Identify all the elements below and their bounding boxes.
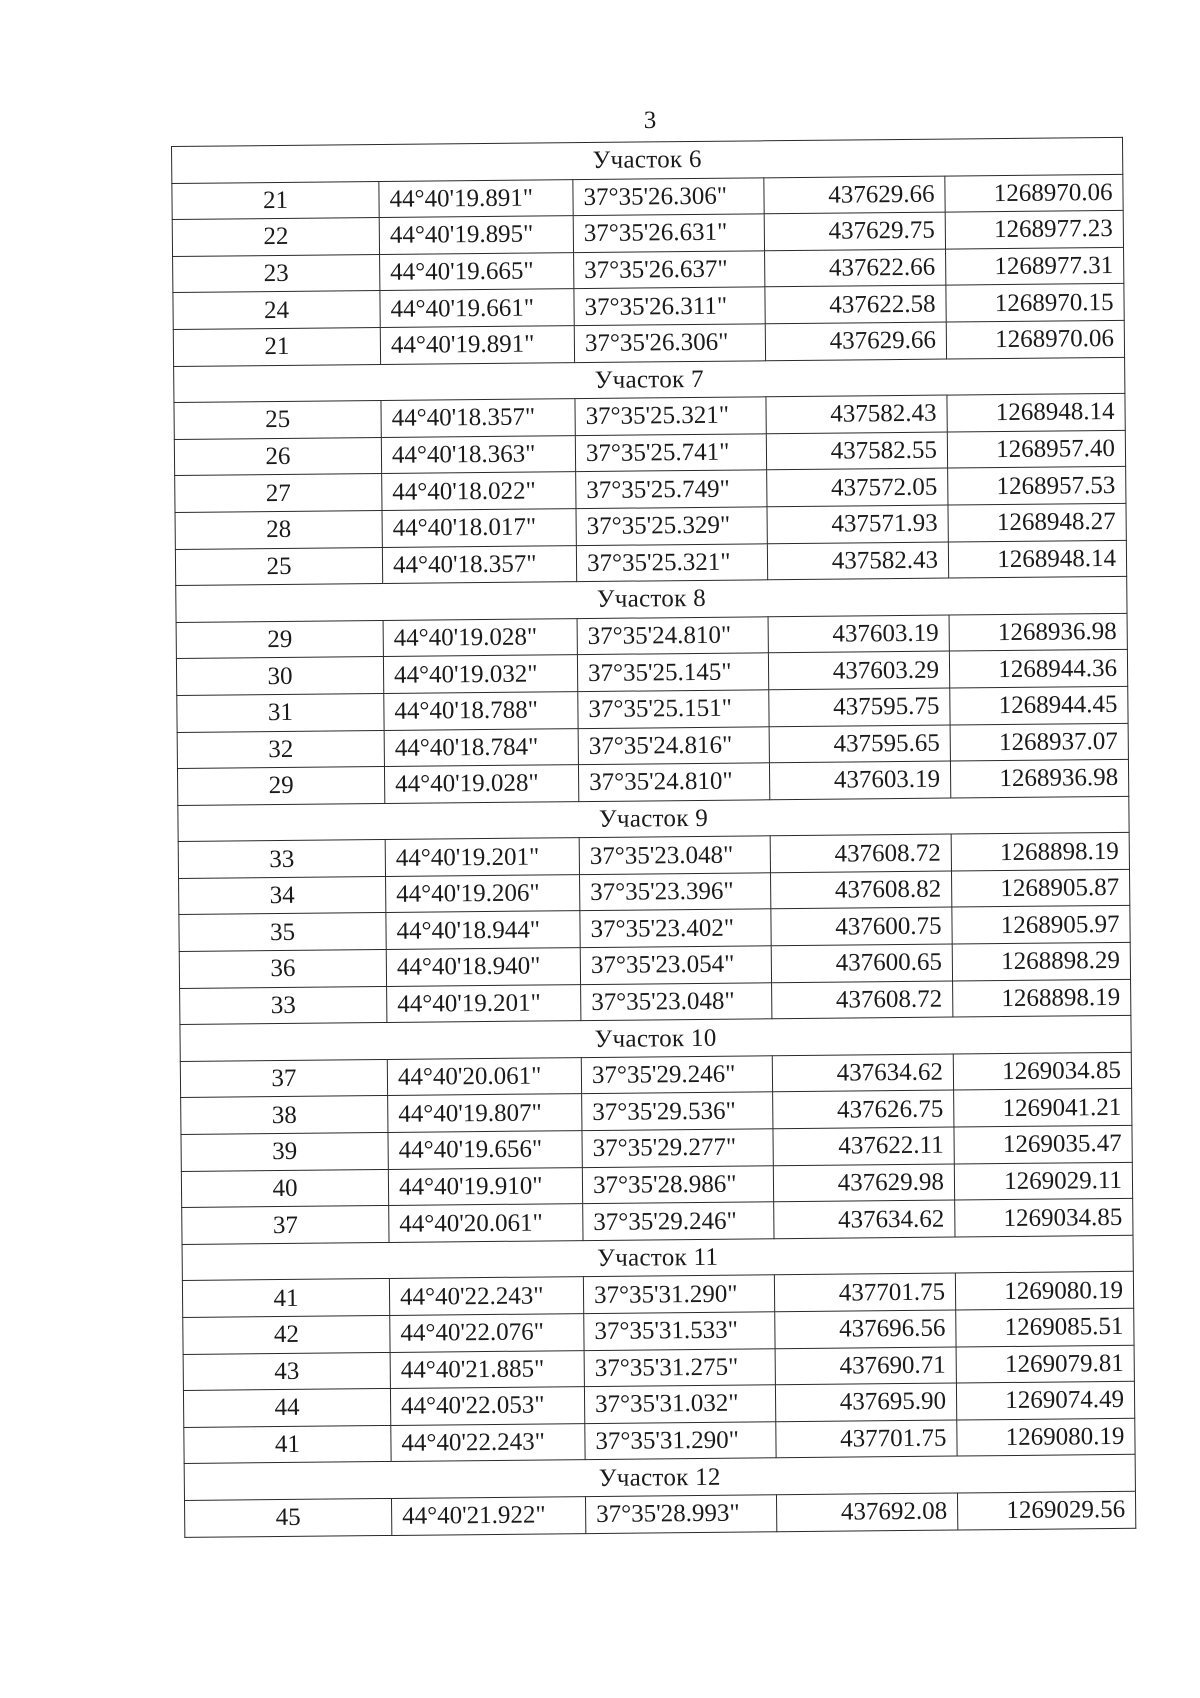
section-title: Участок 12 xyxy=(184,1455,1135,1501)
latitude-cell: 44°40'18.017" xyxy=(382,509,576,547)
section-title: Участок 7 xyxy=(174,357,1125,403)
longitude-cell: 37°35'31.290" xyxy=(583,1275,774,1313)
x-coordinate-cell: 437595.65 xyxy=(769,725,950,763)
x-coordinate-cell: 437603.19 xyxy=(768,615,949,653)
page-number: 3 xyxy=(643,107,657,134)
longitude-cell: 37°35'24.810" xyxy=(577,617,768,655)
latitude-cell: 44°40'20.061" xyxy=(387,1057,581,1095)
latitude-cell: 44°40'18.022" xyxy=(382,472,576,510)
y-coordinate-cell: 1269080.19 xyxy=(957,1418,1135,1456)
longitude-cell: 37°35'29.536" xyxy=(582,1092,773,1130)
x-coordinate-cell: 437622.58 xyxy=(765,285,946,323)
latitude-cell: 44°40'20.061" xyxy=(389,1204,583,1242)
longitude-cell: 37°35'23.048" xyxy=(581,982,772,1020)
point-number-cell: 35 xyxy=(179,913,386,952)
x-coordinate-cell: 437571.93 xyxy=(767,505,948,543)
point-number-cell: 24 xyxy=(173,291,380,330)
y-coordinate-cell: 1268948.14 xyxy=(948,540,1126,578)
y-coordinate-cell: 1268936.98 xyxy=(949,613,1127,651)
longitude-cell: 37°35'31.290" xyxy=(585,1422,776,1460)
point-number-cell: 38 xyxy=(181,1096,388,1135)
point-number-cell: 43 xyxy=(183,1352,390,1391)
longitude-cell: 37°35'31.275" xyxy=(584,1348,775,1386)
latitude-cell: 44°40'18.363" xyxy=(381,435,575,473)
latitude-cell: 44°40'19.665" xyxy=(380,252,574,290)
coordinates-table xyxy=(171,137,1136,1538)
latitude-cell: 44°40'18.357" xyxy=(381,399,575,437)
section-title: Участок 10 xyxy=(180,1016,1131,1062)
x-coordinate-cell: 437690.71 xyxy=(775,1347,956,1385)
latitude-cell: 44°40'19.032" xyxy=(383,655,577,693)
x-coordinate-cell: 437629.66 xyxy=(764,176,945,214)
x-coordinate-cell: 437634.62 xyxy=(772,1054,953,1092)
longitude-cell: 37°35'25.145" xyxy=(577,653,768,691)
point-number-cell: 45 xyxy=(185,1498,392,1537)
longitude-cell: 37°35'26.311" xyxy=(574,287,765,325)
x-coordinate-cell: 437582.43 xyxy=(767,542,948,580)
point-number-cell: 27 xyxy=(175,474,382,513)
section-title: Участок 11 xyxy=(182,1235,1133,1281)
point-number-cell: 29 xyxy=(177,767,384,806)
point-number-cell: 41 xyxy=(184,1425,391,1464)
latitude-cell: 44°40'19.891" xyxy=(380,326,574,364)
x-coordinate-cell: 437626.75 xyxy=(773,1090,954,1128)
point-number-cell: 41 xyxy=(182,1279,389,1318)
coordinates-table-body xyxy=(172,137,1136,1537)
point-number-cell: 23 xyxy=(173,254,380,293)
y-coordinate-cell: 1268944.45 xyxy=(950,686,1128,724)
x-coordinate-cell: 437608.72 xyxy=(770,834,951,872)
point-number-cell: 37 xyxy=(180,1059,387,1098)
latitude-cell: 44°40'22.243" xyxy=(389,1277,583,1315)
latitude-cell: 44°40'18.784" xyxy=(384,728,578,766)
longitude-cell: 37°35'26.631" xyxy=(573,214,764,252)
x-coordinate-cell: 437582.55 xyxy=(766,432,947,470)
longitude-cell: 37°35'23.048" xyxy=(579,836,770,874)
point-number-cell: 21 xyxy=(173,327,380,366)
y-coordinate-cell: 1269080.19 xyxy=(955,1272,1133,1310)
longitude-cell: 37°35'24.816" xyxy=(578,726,769,764)
x-coordinate-cell: 437582.43 xyxy=(766,395,947,433)
x-coordinate-cell: 437600.65 xyxy=(771,944,952,982)
section-title: Участок 6 xyxy=(172,137,1123,183)
x-coordinate-cell: 437629.98 xyxy=(773,1164,954,1202)
y-coordinate-cell: 1269034.85 xyxy=(955,1199,1133,1237)
point-number-cell: 37 xyxy=(182,1206,389,1245)
y-coordinate-cell: 1269035.47 xyxy=(954,1125,1132,1163)
longitude-cell: 37°35'23.396" xyxy=(580,873,771,911)
longitude-cell: 37°35'29.246" xyxy=(583,1202,774,1240)
point-number-cell: 32 xyxy=(177,730,384,769)
y-coordinate-cell: 1268970.15 xyxy=(946,284,1124,322)
point-number-cell: 36 xyxy=(179,950,386,989)
latitude-cell: 44°40'19.028" xyxy=(383,618,577,656)
x-coordinate-cell: 437572.05 xyxy=(767,468,948,506)
section-title: Участок 8 xyxy=(176,576,1127,622)
latitude-cell: 44°40'22.243" xyxy=(391,1423,585,1461)
point-number-cell: 44 xyxy=(183,1389,390,1428)
longitude-cell: 37°35'31.533" xyxy=(584,1312,775,1350)
longitude-cell: 37°35'28.993" xyxy=(585,1495,776,1533)
y-coordinate-cell: 1268977.23 xyxy=(945,211,1123,249)
latitude-cell: 44°40'19.028" xyxy=(384,765,578,803)
point-number-cell: 34 xyxy=(179,876,386,915)
longitude-cell: 37°35'25.321" xyxy=(575,397,766,435)
y-coordinate-cell: 1269041.21 xyxy=(954,1089,1132,1127)
longitude-cell: 37°35'23.054" xyxy=(580,946,771,984)
point-number-cell: 30 xyxy=(176,657,383,696)
latitude-cell: 44°40'18.944" xyxy=(386,911,580,949)
latitude-cell: 44°40'22.076" xyxy=(390,1314,584,1352)
y-coordinate-cell: 1269034.85 xyxy=(953,1052,1131,1090)
x-coordinate-cell: 437695.90 xyxy=(775,1383,956,1421)
point-number-cell: 33 xyxy=(178,840,385,879)
y-coordinate-cell: 1268905.87 xyxy=(951,869,1129,907)
y-coordinate-cell: 1269074.49 xyxy=(956,1381,1134,1419)
latitude-cell: 44°40'19.891" xyxy=(379,179,573,217)
point-number-cell: 28 xyxy=(175,510,382,549)
point-number-cell: 39 xyxy=(181,1132,388,1171)
point-number-cell: 29 xyxy=(176,620,383,659)
y-coordinate-cell: 1268937.07 xyxy=(950,723,1128,761)
latitude-cell: 44°40'18.357" xyxy=(382,545,576,583)
y-coordinate-cell: 1269085.51 xyxy=(956,1308,1134,1346)
y-coordinate-cell: 1268957.40 xyxy=(947,430,1125,468)
y-coordinate-cell: 1268957.53 xyxy=(948,467,1126,505)
section-title: Участок 9 xyxy=(178,796,1129,842)
longitude-cell: 37°35'29.277" xyxy=(582,1129,773,1167)
latitude-cell: 44°40'19.656" xyxy=(388,1131,582,1169)
table-row xyxy=(185,1491,1136,1537)
x-coordinate-cell: 437692.08 xyxy=(776,1493,957,1531)
point-number-cell: 25 xyxy=(174,401,381,440)
point-number-cell: 31 xyxy=(177,693,384,732)
y-coordinate-cell: 1269029.56 xyxy=(957,1491,1135,1529)
longitude-cell: 37°35'23.402" xyxy=(580,909,771,947)
longitude-cell: 37°35'26.306" xyxy=(573,177,764,215)
latitude-cell: 44°40'18.940" xyxy=(386,948,580,986)
y-coordinate-cell: 1269079.81 xyxy=(956,1345,1134,1383)
x-coordinate-cell: 437603.29 xyxy=(768,651,949,689)
longitude-cell: 37°35'25.151" xyxy=(578,690,769,728)
latitude-cell: 44°40'19.910" xyxy=(388,1167,582,1205)
y-coordinate-cell: 1268936.98 xyxy=(950,759,1128,797)
longitude-cell: 37°35'25.321" xyxy=(576,543,767,581)
x-coordinate-cell: 437629.66 xyxy=(765,322,946,360)
y-coordinate-cell: 1268977.31 xyxy=(946,247,1124,285)
y-coordinate-cell: 1268898.29 xyxy=(952,942,1130,980)
y-coordinate-cell: 1268948.27 xyxy=(948,503,1126,541)
longitude-cell: 37°35'31.032" xyxy=(584,1385,775,1423)
latitude-cell: 44°40'18.788" xyxy=(384,692,578,730)
latitude-cell: 44°40'19.895" xyxy=(379,216,573,254)
longitude-cell: 37°35'28.986" xyxy=(582,1165,773,1203)
latitude-cell: 44°40'21.922" xyxy=(391,1497,585,1535)
y-coordinate-cell: 1268948.14 xyxy=(947,394,1125,432)
point-number-cell: 26 xyxy=(174,437,381,476)
x-coordinate-cell: 437608.72 xyxy=(772,981,953,1019)
longitude-cell: 37°35'25.741" xyxy=(575,434,766,472)
latitude-cell: 44°40'19.661" xyxy=(380,289,574,327)
longitude-cell: 37°35'24.810" xyxy=(578,763,769,801)
x-coordinate-cell: 437696.56 xyxy=(775,1310,956,1348)
latitude-cell: 44°40'19.201" xyxy=(387,984,581,1022)
latitude-cell: 44°40'19.201" xyxy=(385,838,579,876)
x-coordinate-cell: 437608.82 xyxy=(771,871,952,909)
point-number-cell: 25 xyxy=(175,547,382,586)
longitude-cell: 37°35'29.246" xyxy=(581,1056,772,1094)
y-coordinate-cell: 1268944.36 xyxy=(949,650,1127,688)
x-coordinate-cell: 437634.62 xyxy=(774,1200,955,1238)
x-coordinate-cell: 437595.75 xyxy=(769,688,950,726)
y-coordinate-cell: 1268898.19 xyxy=(951,833,1129,871)
point-number-cell: 40 xyxy=(181,1169,388,1208)
x-coordinate-cell: 437622.11 xyxy=(773,1127,954,1165)
y-coordinate-cell: 1268970.06 xyxy=(946,320,1124,358)
x-coordinate-cell: 437603.19 xyxy=(769,761,950,799)
latitude-cell: 44°40'22.053" xyxy=(390,1387,584,1425)
point-number-cell: 21 xyxy=(172,181,379,220)
y-coordinate-cell: 1269029.11 xyxy=(954,1162,1132,1200)
longitude-cell: 37°35'25.329" xyxy=(576,507,767,545)
latitude-cell: 44°40'21.885" xyxy=(390,1350,584,1388)
point-number-cell: 22 xyxy=(172,218,379,257)
y-coordinate-cell: 1268905.97 xyxy=(952,906,1130,944)
x-coordinate-cell: 437600.75 xyxy=(771,908,952,946)
x-coordinate-cell: 437701.75 xyxy=(774,1273,955,1311)
y-coordinate-cell: 1268970.06 xyxy=(945,174,1123,212)
latitude-cell: 44°40'19.206" xyxy=(386,874,580,912)
point-number-cell: 42 xyxy=(183,1315,390,1354)
longitude-cell: 37°35'26.637" xyxy=(574,251,765,289)
x-coordinate-cell: 437629.75 xyxy=(764,212,945,250)
x-coordinate-cell: 437701.75 xyxy=(776,1420,957,1458)
latitude-cell: 44°40'19.807" xyxy=(388,1094,582,1132)
y-coordinate-cell: 1268898.19 xyxy=(953,979,1131,1017)
longitude-cell: 37°35'26.306" xyxy=(574,324,765,362)
x-coordinate-cell: 437622.66 xyxy=(765,249,946,287)
longitude-cell: 37°35'25.749" xyxy=(576,470,767,508)
point-number-cell: 33 xyxy=(180,986,387,1025)
